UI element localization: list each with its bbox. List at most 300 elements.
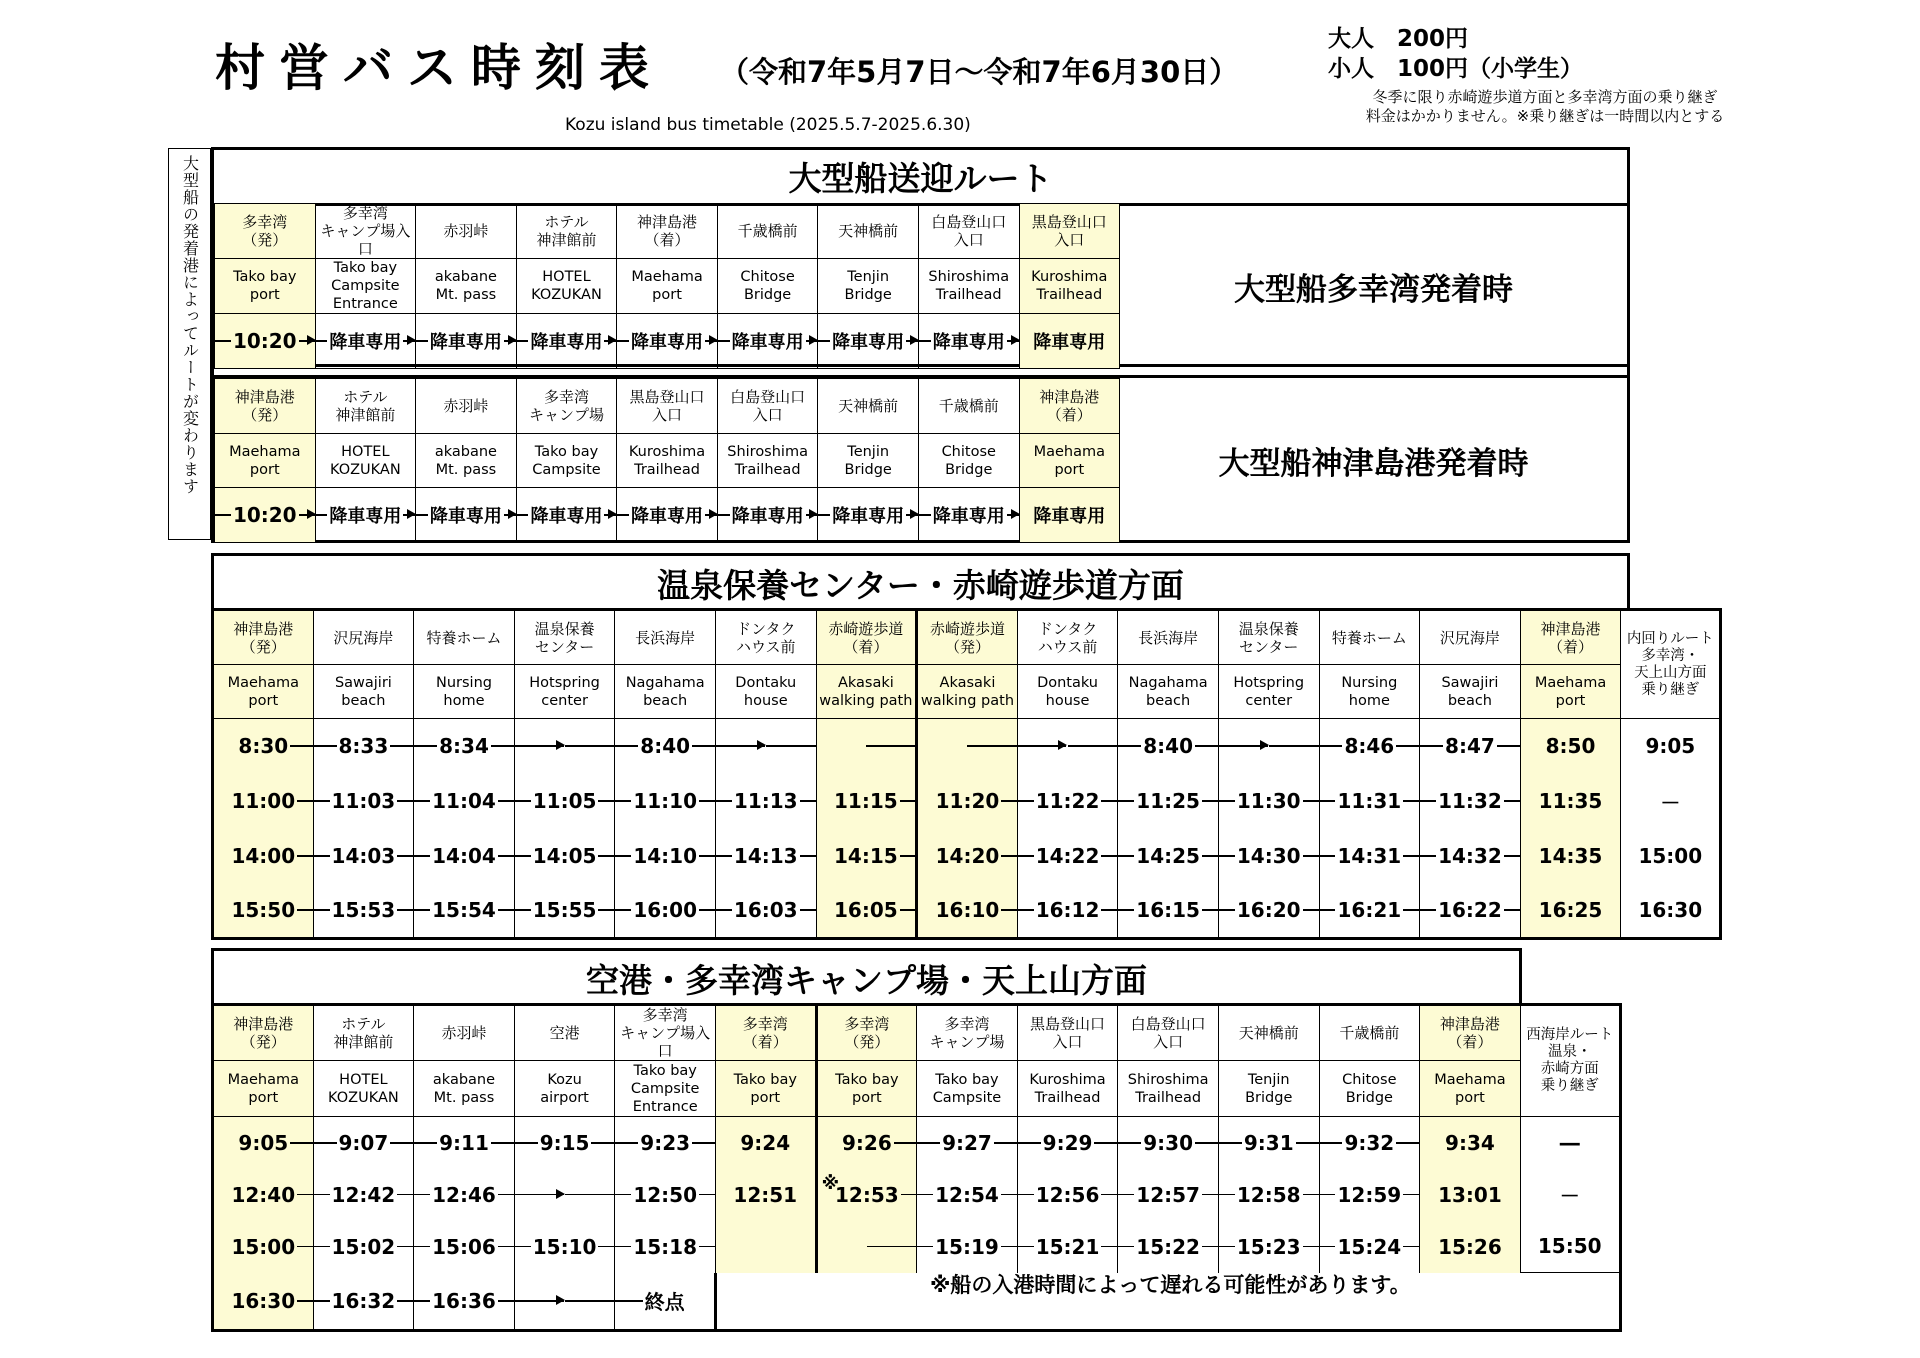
stop-name-en: Shiroshima Trailhead — [1118, 1061, 1219, 1117]
time-value: 11:10 — [633, 789, 697, 813]
time-cell — [1017, 774, 1118, 829]
time-cell — [1218, 884, 1319, 939]
time-value: 8:40 — [640, 734, 691, 759]
stop-name-jp: ホテル 神津館前 — [315, 379, 416, 434]
time-cell — [1520, 829, 1621, 884]
stop-name-jp: 多幸湾 （発） — [215, 204, 316, 259]
time-cell — [514, 884, 615, 939]
time-cell — [1520, 774, 1621, 829]
time-cell — [1017, 1117, 1118, 1169]
time-cell — [917, 1169, 1018, 1221]
time-value: 8:40 — [1143, 734, 1194, 759]
time-value: 8:46 — [1344, 734, 1395, 759]
stop-name-jp: 多幸湾 （発） — [816, 1005, 917, 1061]
stop-name-en: akabane Mt. pass — [416, 434, 517, 488]
english-subtitle: Kozu island bus timetable (2025.5.7-2025.6.30) — [565, 115, 971, 135]
time-value: 16:20 — [1236, 898, 1301, 923]
stop-name-en: Tako bay Campsite — [516, 434, 617, 488]
stop-name-jp: 黒島登山口 入口 — [1019, 204, 1120, 259]
time-value: 14:13 — [733, 844, 798, 868]
time-value: 9:29 — [1042, 1130, 1093, 1155]
departure-time — [215, 314, 316, 369]
time-value: 15:10 — [532, 1234, 597, 1259]
stop-name-jp: 千歳橋前 — [918, 379, 1019, 434]
time-value: 8:50 — [1545, 734, 1596, 759]
time-value: 11:32 — [1438, 789, 1502, 813]
stop-name-en: Shiroshima Trailhead — [918, 259, 1019, 314]
time-cell — [1218, 719, 1319, 774]
time-cell — [1420, 774, 1521, 829]
ship-route-section — [211, 147, 1630, 543]
stop-name-jp: 赤羽峠 — [414, 1005, 515, 1061]
time-value: 9:30 — [1143, 1130, 1194, 1155]
time-value: 9:07 — [338, 1130, 389, 1155]
departure-time — [818, 488, 919, 543]
fare-child: 小人 100円（小学生） — [1328, 56, 1584, 82]
time-value: 9:23 — [640, 1130, 691, 1155]
stop-name-en: akabane Mt. pass — [416, 259, 517, 314]
stop-name-en: Kozu airport — [514, 1061, 615, 1117]
time-value: 14:10 — [633, 844, 697, 868]
timetable-row — [213, 1221, 1621, 1273]
time-value: 降車専用 — [631, 332, 704, 353]
time-value: 11:00 — [231, 789, 296, 813]
time-value: 14:15 — [834, 844, 898, 868]
time-value: 降車専用 — [530, 506, 603, 527]
time-cell — [414, 884, 515, 939]
stop-name-jp: 多幸湾 キャンプ場 — [516, 379, 617, 434]
stop-name-jp: 神津島港 （着） — [617, 204, 718, 259]
time-cell — [213, 1221, 314, 1273]
time-cell — [1118, 1221, 1219, 1273]
time-value: 12:42 — [331, 1182, 396, 1207]
time-cell — [816, 829, 917, 884]
time-cell — [816, 774, 917, 829]
time-value: 11:25 — [1136, 789, 1200, 813]
time-value: 14:22 — [1035, 844, 1100, 868]
stop-name-en: Tenjin Bridge — [818, 259, 919, 314]
departure-time — [315, 314, 416, 369]
ship-route-maehama-label: 大型船神津島港発着時 — [1120, 379, 1627, 543]
stop-name-en: Maehama port — [213, 665, 314, 719]
time-value: 降車専用 — [429, 332, 502, 353]
stop-name-jp: 天神橋前 — [818, 204, 919, 259]
transfer-header: 西海岸ルート 温泉・ 赤崎方面 乗り継ぎ — [1520, 1005, 1620, 1117]
stop-name-en: Nagahama beach — [615, 665, 716, 719]
stop-name-jp: 天神橋前 — [1218, 1005, 1319, 1061]
stop-name-en: Nursing home — [1319, 665, 1420, 719]
time-cell — [414, 1117, 515, 1169]
time-value: 11:30 — [1236, 789, 1301, 813]
stop-name-en: Tako bay port — [215, 259, 316, 314]
departure-time — [617, 488, 718, 543]
time-value: 16:15 — [1136, 898, 1200, 923]
departure-time — [416, 488, 517, 543]
airport-route-title: 空港・多幸湾キャンプ場・天上山方面 — [586, 961, 1147, 1000]
note-mark: ※ — [821, 1172, 840, 1194]
time-value: 9:27 — [942, 1130, 992, 1155]
time-value: 14:32 — [1438, 844, 1502, 868]
time-value: 15:19 — [935, 1234, 999, 1259]
stop-name-jp: 神津島港 （発） — [213, 1005, 314, 1061]
stop-name-jp: 多幸湾 （着） — [715, 1005, 816, 1061]
stop-name-en: Maehama port — [213, 1061, 314, 1117]
stop-name-jp: 空港 — [514, 1005, 615, 1061]
stop-name-jp: 赤羽峠 — [416, 204, 517, 259]
time-cell — [1520, 719, 1621, 774]
stop-name-jp: 長浜海岸 — [1118, 610, 1219, 665]
time-value: 14:25 — [1136, 844, 1200, 868]
time-value: 14:03 — [331, 844, 396, 868]
page-title: 村営バス時刻表 — [215, 39, 663, 97]
transfer-note-line2: 料金はかかりません。※乗り継ぎは一時間以内とする — [1365, 107, 1725, 125]
stop-name-en: akabane Mt. pass — [414, 1061, 515, 1117]
time-value: 15:00 — [231, 1234, 296, 1259]
stop-name-jp: ホテル 神津館前 — [313, 1005, 414, 1061]
ship-route-title: 大型船送迎ルート — [214, 150, 1627, 206]
stop-name-jp: ドンタク ハウス前 — [715, 610, 816, 665]
stop-name-en: Tenjin Bridge — [818, 434, 919, 488]
transfer-time: 15:00 — [1621, 829, 1721, 884]
time-cell — [1218, 774, 1319, 829]
time-value: 9:05 — [238, 1130, 289, 1155]
time-cell — [1118, 1169, 1219, 1221]
onsen-route-title-box — [211, 553, 1630, 611]
time-value: 降車専用 — [731, 506, 804, 527]
fare-info — [1328, 24, 1583, 84]
time-cell — [615, 1221, 716, 1273]
side-note — [168, 148, 211, 540]
stop-name-jp: 神津島港 （着） — [1019, 379, 1120, 434]
time-cell — [514, 1221, 615, 1273]
departure-time — [516, 314, 617, 369]
transfer-header: 内回りルート 多幸湾・ 天上山方面 乗り継ぎ — [1621, 610, 1721, 719]
ship-route-tako-label: 大型船多幸湾発着時 — [1120, 204, 1627, 369]
time-cell — [414, 829, 515, 884]
time-value: 12:56 — [1035, 1182, 1100, 1207]
fare-adult: 大人 200円 — [1328, 26, 1469, 52]
time-value: 12:54 — [935, 1182, 999, 1207]
time-cell — [1218, 1169, 1319, 1221]
stop-name-en: Tako bay Campsite Entrance — [615, 1061, 716, 1117]
time-cell — [615, 829, 716, 884]
time-cell — [715, 719, 816, 774]
time-cell — [514, 719, 615, 774]
time-value: 9:34 — [1445, 1130, 1495, 1155]
transfer-time: － — [1520, 1169, 1620, 1221]
time-value: 9:15 — [539, 1130, 590, 1155]
ship-route-tako-table — [214, 203, 1627, 369]
departure-time — [918, 488, 1019, 543]
time-cell — [816, 1169, 917, 1221]
onsen-route-grid — [211, 608, 1722, 940]
time-value: 13:01 — [1438, 1182, 1502, 1207]
time-cell — [1319, 1221, 1420, 1273]
timetable-row — [213, 884, 1721, 939]
time-cell — [1520, 884, 1621, 939]
time-value: 8:30 — [238, 734, 289, 759]
time-cell — [313, 829, 414, 884]
time-value: 14:00 — [231, 844, 296, 868]
time-value: 12:59 — [1337, 1182, 1402, 1207]
time-value: 降車専用 — [932, 506, 1005, 527]
time-value: 降車専用 — [329, 332, 402, 353]
time-cell — [615, 719, 716, 774]
time-value: 9:24 — [740, 1130, 791, 1155]
transfer-time: － — [1621, 774, 1721, 829]
time-value: 9:26 — [841, 1130, 892, 1155]
stop-name-en: Akasaki walking path — [917, 665, 1018, 719]
time-cell — [1218, 1117, 1319, 1169]
stop-name-en: Dontaku house — [715, 665, 816, 719]
time-cell — [917, 1221, 1018, 1273]
time-cell — [414, 719, 515, 774]
stop-name-en: Chitose Bridge — [717, 259, 818, 314]
time-cell — [213, 884, 314, 939]
stop-name-jp: 黒島登山口 入口 — [1017, 1005, 1118, 1061]
stop-name-jp: 赤崎遊歩道 （着） — [816, 610, 917, 665]
time-cell — [1420, 1221, 1521, 1273]
time-cell — [213, 829, 314, 884]
timetable-row — [213, 719, 1721, 774]
stop-name-jp: ドンタク ハウス前 — [1017, 610, 1118, 665]
time-cell — [213, 1273, 314, 1331]
time-cell — [414, 774, 515, 829]
time-cell — [414, 1273, 515, 1331]
stop-name-jp: 赤羽峠 — [416, 379, 517, 434]
time-value: 8:47 — [1445, 734, 1495, 759]
time-value: 15:54 — [432, 898, 496, 923]
time-cell — [816, 1117, 917, 1169]
time-value: 16:12 — [1035, 898, 1100, 923]
stop-name-en: Sawajiri beach — [1420, 665, 1521, 719]
stop-name-en: Hotspring center — [514, 665, 615, 719]
stop-name-en: Nagahama beach — [1118, 665, 1219, 719]
time-value: 降車専用 — [329, 506, 402, 527]
time-cell — [514, 774, 615, 829]
ship-route-tako-block — [214, 203, 1627, 367]
stop-name-en: Maehama port — [215, 434, 316, 488]
time-value: 14:05 — [532, 844, 597, 868]
time-cell — [1017, 829, 1118, 884]
stop-name-jp: 白島登山口 入口 — [918, 204, 1019, 259]
stop-name-en: Maehama port — [617, 259, 718, 314]
time-value: 11:03 — [331, 789, 396, 813]
stop-name-jp: 神津島港 （着） — [1520, 610, 1621, 665]
stop-name-jp: 特養ホーム — [1319, 610, 1420, 665]
stop-name-en: HOTEL KOZUKAN — [516, 259, 617, 314]
timetable-row — [213, 1169, 1621, 1221]
time-value: 11:35 — [1538, 789, 1603, 813]
time-cell — [715, 774, 816, 829]
time-cell — [213, 1169, 314, 1221]
side-note-text: 大型船の発着港によってルートが変わります — [180, 155, 200, 495]
onsen-route-table — [211, 608, 1722, 940]
time-value: 15:21 — [1035, 1234, 1100, 1259]
time-value: 15:55 — [532, 898, 597, 923]
time-cell — [1420, 1169, 1521, 1221]
time-cell — [816, 719, 917, 774]
stop-name-jp: ホテル 神津館前 — [516, 204, 617, 259]
time-cell — [313, 1273, 414, 1331]
time-value: 16:10 — [935, 898, 1000, 923]
time-cell — [917, 829, 1018, 884]
time-cell — [313, 884, 414, 939]
time-value: 12:57 — [1136, 1182, 1200, 1207]
time-cell — [1420, 1117, 1521, 1169]
stop-name-jp: 温泉保養 センター — [514, 610, 615, 665]
departure-time — [516, 488, 617, 543]
time-value: 降車専用 — [932, 332, 1005, 353]
departure-time — [1019, 314, 1120, 369]
stop-name-en: Chitose Bridge — [1319, 1061, 1420, 1117]
time-value: 12:40 — [231, 1182, 296, 1207]
time-value: 16:32 — [331, 1288, 396, 1313]
departure-time — [717, 488, 818, 543]
time-cell — [917, 774, 1018, 829]
time-value: 15:26 — [1438, 1234, 1502, 1259]
stop-name-en: Kuroshima Trailhead — [617, 434, 718, 488]
time-value: 11:05 — [532, 789, 597, 813]
time-cell — [1017, 884, 1118, 939]
time-cell — [1017, 719, 1118, 774]
time-cell — [1319, 1117, 1420, 1169]
stop-name-en: Shiroshima Trailhead — [717, 434, 818, 488]
time-cell — [514, 1273, 615, 1331]
time-cell — [1319, 884, 1420, 939]
departure-time — [617, 314, 718, 369]
time-cell — [715, 1273, 816, 1331]
time-value: 11:20 — [935, 789, 1000, 813]
stop-name-jp: 天神橋前 — [818, 379, 919, 434]
stop-name-jp: 神津島港 （着） — [1420, 1005, 1521, 1061]
stop-name-en: Dontaku house — [1017, 665, 1118, 719]
stop-name-jp: 白島登山口 入口 — [1118, 1005, 1219, 1061]
time-value: 降車専用 — [832, 332, 905, 353]
transfer-time: 9:05 — [1621, 719, 1721, 774]
departure-time — [416, 314, 517, 369]
time-value: 16:00 — [633, 898, 697, 923]
transfer-time: ― — [1520, 1117, 1620, 1169]
stop-name-en: Tako bay port — [715, 1061, 816, 1117]
time-cell — [313, 774, 414, 829]
time-value: 15:18 — [633, 1234, 697, 1259]
stop-name-en: Nursing home — [414, 665, 515, 719]
time-value: 16:21 — [1337, 898, 1402, 923]
time-value: 降車専用 — [1033, 506, 1106, 527]
time-cell — [615, 1117, 716, 1169]
time-cell — [917, 719, 1018, 774]
airport-route-title-box — [211, 948, 1522, 1006]
timetable-row — [213, 774, 1721, 829]
time-value: 降車専用 — [1033, 332, 1106, 353]
time-value: 16:25 — [1538, 898, 1603, 923]
time-cell — [615, 1169, 716, 1221]
delay-footnote: ※船の入港時間によって遅れる可能性があります。 — [930, 1273, 1411, 1297]
time-cell — [514, 1117, 615, 1169]
transfer-time: 15:50 — [1520, 1221, 1620, 1273]
time-cell — [816, 884, 917, 939]
stop-name-jp: 多幸湾 キャンプ場 — [917, 1005, 1018, 1061]
time-cell — [1118, 884, 1219, 939]
time-cell — [1420, 719, 1521, 774]
departure-time — [315, 488, 416, 543]
stop-name-en: Sawajiri beach — [313, 665, 414, 719]
stop-name-en: Kuroshima Trailhead — [1019, 259, 1120, 314]
time-value: 11:22 — [1035, 789, 1100, 813]
time-cell — [1319, 774, 1420, 829]
time-cell — [715, 1169, 816, 1221]
time-value: 9:31 — [1243, 1130, 1294, 1155]
transfer-time: 16:30 — [1621, 884, 1721, 939]
time-cell — [715, 1117, 816, 1169]
stop-name-en: Kuroshima Trailhead — [1017, 1061, 1118, 1117]
time-value: 16:22 — [1438, 898, 1502, 923]
stop-name-jp: 沢尻海岸 — [313, 610, 414, 665]
time-cell — [213, 774, 314, 829]
time-value: 15:06 — [432, 1234, 496, 1259]
stop-name-jp: 長浜海岸 — [615, 610, 716, 665]
time-value: 降車専用 — [731, 332, 804, 353]
stop-name-en: Chitose Bridge — [918, 434, 1019, 488]
time-value: 12:46 — [432, 1182, 496, 1207]
time-cell — [213, 719, 314, 774]
stop-name-jp: 千歳橋前 — [717, 204, 818, 259]
transfer-note-line1: 冬季に限り赤崎遊歩道方面と多幸湾方面の乗り継ぎ — [1372, 88, 1718, 106]
time-value: 終点 — [644, 1290, 685, 1315]
time-value: 16:03 — [733, 898, 798, 923]
stop-name-jp: 特養ホーム — [414, 610, 515, 665]
departure-time — [818, 314, 919, 369]
onsen-route-title: 温泉保養センター・赤崎遊歩道方面 — [657, 566, 1184, 605]
time-cell — [1118, 719, 1219, 774]
time-value: 16:05 — [834, 898, 898, 923]
time-value: 11:04 — [432, 789, 496, 813]
timetable-row — [213, 1117, 1621, 1169]
time-cell — [213, 1117, 314, 1169]
time-value: 15:24 — [1337, 1234, 1402, 1259]
timetable-row — [213, 829, 1721, 884]
time-cell — [1319, 829, 1420, 884]
time-cell — [1118, 829, 1219, 884]
time-value: 11:13 — [733, 789, 798, 813]
time-value: 15:23 — [1236, 1234, 1301, 1259]
time-cell — [1118, 774, 1219, 829]
time-cell — [313, 1117, 414, 1169]
time-value: 12:51 — [733, 1182, 798, 1207]
time-cell — [514, 1169, 615, 1221]
stop-name-jp: 温泉保養 センター — [1218, 610, 1319, 665]
time-value: 11:31 — [1337, 789, 1402, 813]
time-cell — [715, 829, 816, 884]
time-cell — [917, 884, 1018, 939]
time-cell — [1118, 1117, 1219, 1169]
time-value: 15:53 — [331, 898, 396, 923]
time-cell — [917, 1117, 1018, 1169]
transfer-note — [1340, 88, 1750, 126]
time-value: 10:20 — [232, 503, 297, 527]
time-value: 12:53 — [835, 1182, 899, 1207]
time-value: 15:22 — [1136, 1234, 1200, 1259]
time-cell — [1420, 884, 1521, 939]
stop-name-en: HOTEL KOZUKAN — [313, 1061, 414, 1117]
stop-name-en: Tenjin Bridge — [1218, 1061, 1319, 1117]
stop-name-en: Tako bay port — [816, 1061, 917, 1117]
time-value: 降車専用 — [429, 506, 502, 527]
time-cell — [1420, 1273, 1521, 1331]
stop-name-en: Maehama port — [1520, 665, 1621, 719]
time-cell — [615, 884, 716, 939]
